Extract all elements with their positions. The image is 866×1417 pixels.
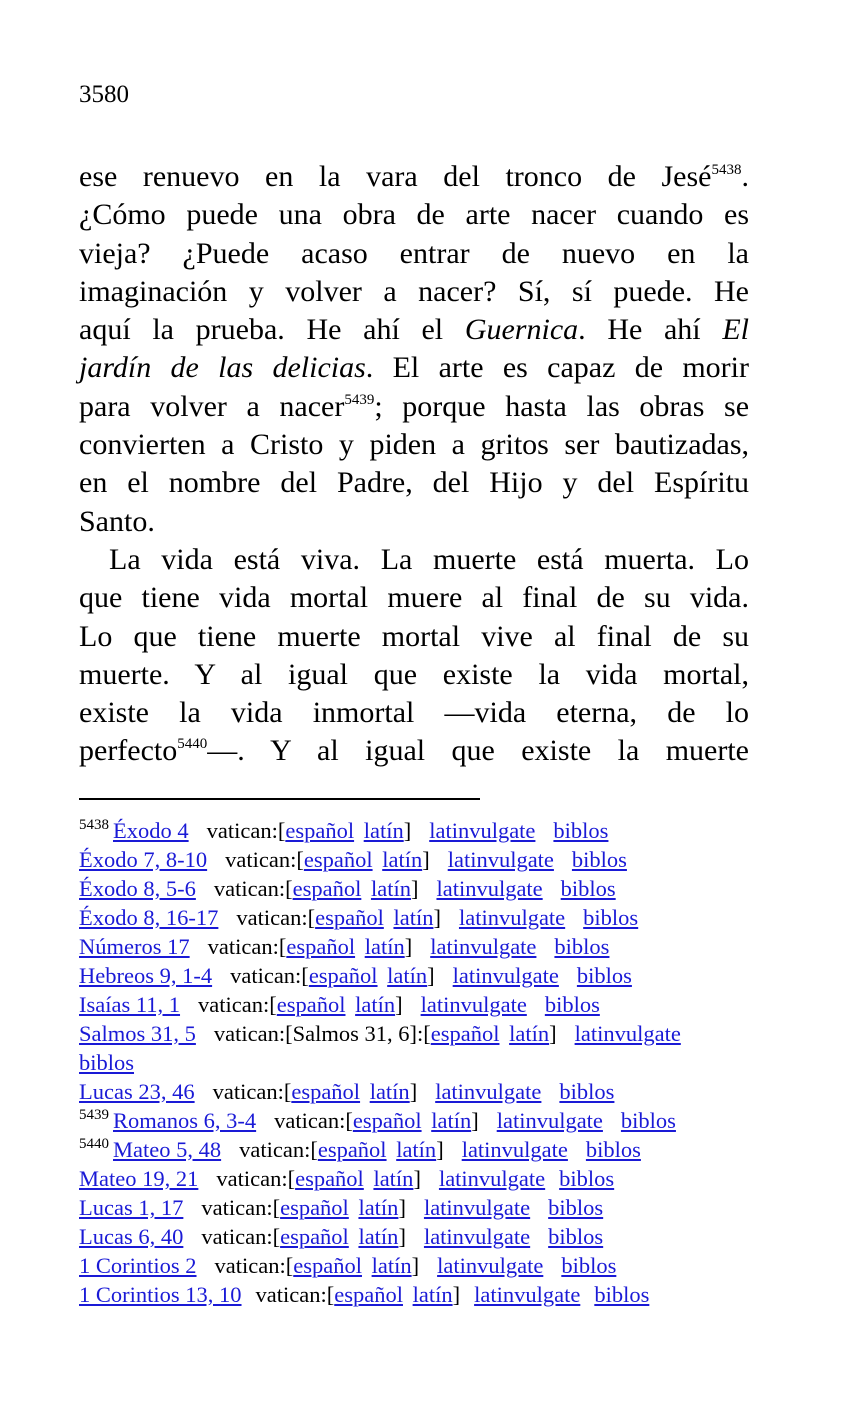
footnote-line	[79, 961, 769, 990]
text-line: muerte. Y al igual que existe la vida mortal,	[79, 657, 749, 691]
bracket: ]	[398, 1224, 406, 1249]
footnote-separator	[79, 798, 480, 800]
bible-ref-link[interactable]: Isaías 11, 1	[79, 992, 181, 1017]
espanol-link[interactable]: español	[280, 1224, 349, 1249]
bible-ref-link[interactable]: Mateo 5, 48	[113, 1137, 222, 1162]
text-span: para volver a nacer	[79, 389, 345, 423]
biblos-link[interactable]: biblos	[548, 1195, 604, 1220]
latinvulgate-link[interactable]: latinvulgate	[452, 963, 559, 988]
footnote-line	[79, 932, 769, 961]
footnote-line	[79, 990, 769, 1019]
bracket: ]	[433, 905, 441, 930]
text-line	[79, 388, 749, 426]
espanol-link[interactable]: español	[352, 1108, 422, 1133]
bible-ref-link[interactable]: Éxodo 4	[113, 818, 189, 843]
footnote-number: 5440	[79, 1136, 109, 1152]
biblos-link[interactable]: biblos	[560, 876, 616, 901]
latinvulgate-link[interactable]: latinvulgate	[438, 1166, 546, 1191]
text-line: imaginación y volver a nacer? Sí, sí puede. He	[79, 274, 749, 308]
text-line: convierten a Cristo y piden a gritos ser bautizadas,	[79, 428, 749, 462]
biblos-link[interactable]: biblos	[576, 963, 632, 988]
bracket: ]	[398, 1195, 406, 1220]
text-span: . El arte es capaz de morir	[365, 351, 749, 385]
title-guernica: Guernica	[464, 313, 579, 347]
latinvulgate-link[interactable]: latinvulgate	[420, 992, 527, 1017]
footnotes	[79, 816, 769, 1309]
text-line: existe la vida inmortal —vida eterna, de lo	[79, 696, 749, 730]
espanol-link[interactable]: español	[285, 818, 355, 843]
text-line	[79, 311, 749, 349]
bracket: ]	[427, 963, 435, 988]
vatican-label: vatican:[	[214, 1253, 294, 1278]
footnote-line	[79, 1019, 769, 1048]
bracket: ]	[403, 818, 412, 843]
espanol-link[interactable]: español	[292, 876, 362, 901]
text-line: vieja? ¿Puede acaso entrar de nuevo en la	[79, 236, 749, 270]
vatican-label: vatican:[	[239, 1137, 318, 1162]
footnote-number: 5439	[79, 1107, 109, 1123]
bracket: ]	[452, 1282, 461, 1307]
alt-ref: Salmos 31, 6]:[	[292, 1021, 431, 1046]
espanol-link[interactable]: español	[317, 1137, 387, 1162]
latinvulgate-link[interactable]: latinvulgate	[430, 934, 537, 959]
footnote-line	[79, 1222, 769, 1251]
biblos-link[interactable]: biblos	[544, 992, 600, 1017]
latin-link[interactable]: latín	[370, 876, 411, 901]
espanol-link[interactable]: español	[293, 1253, 362, 1278]
vatican-label: vatican:[	[212, 1079, 292, 1104]
biblos-link[interactable]: biblos	[620, 1108, 676, 1133]
vatican-label: vatican:[	[225, 847, 304, 872]
latin-link[interactable]: latín	[364, 934, 405, 959]
biblos-link[interactable]: biblos	[554, 934, 610, 959]
text-span: . He ahí	[578, 313, 723, 347]
bible-ref-link[interactable]: Éxodo 8, 16-17	[79, 905, 219, 930]
latinvulgate-link[interactable]: latinvulgate	[447, 847, 554, 872]
bracket: ]	[413, 1166, 421, 1191]
latin-link[interactable]: latín	[369, 1079, 410, 1104]
biblos-link[interactable]: biblos	[594, 1282, 650, 1307]
latinvulgate-link[interactable]: latinvulgate	[423, 1195, 531, 1220]
bible-ref-link[interactable]: Números 17	[79, 934, 190, 959]
espanol-link[interactable]: español	[315, 905, 384, 930]
bible-ref-link[interactable]: Lucas 6, 40	[79, 1224, 184, 1249]
espanol-link[interactable]: español	[276, 992, 346, 1017]
bible-ref-link[interactable]: Romanos 6, 3-4	[113, 1108, 257, 1133]
espanol-link[interactable]: español	[295, 1166, 364, 1191]
latinvulgate-link[interactable]: latinvulgate	[496, 1108, 603, 1133]
vatican-label: vatican:[	[201, 1195, 281, 1220]
vatican-label: vatican:[	[207, 934, 287, 959]
espanol-link[interactable]: español	[303, 847, 373, 872]
biblos-link[interactable]: biblos	[561, 1253, 617, 1278]
bible-ref-link[interactable]: Éxodo 7, 8-10	[79, 847, 208, 872]
bracket: ]	[410, 876, 419, 901]
text-span: —. Y al igual que existe la muerte	[207, 734, 749, 768]
bible-ref-link[interactable]: Mateo 19, 21	[79, 1166, 199, 1191]
latin-link[interactable]: latín	[355, 992, 396, 1017]
text-span: ese renuevo en la vara del tronco de Jesé	[79, 160, 712, 193]
bible-ref-link[interactable]: 1 Corintios 2	[79, 1253, 197, 1278]
espanol-link[interactable]: español	[286, 934, 356, 959]
biblos-link[interactable]: biblos	[583, 905, 639, 930]
text-line: que tiene vida mortal muere al final de su vida.	[79, 581, 749, 615]
latinvulgate-link[interactable]: latinvulgate	[423, 1224, 531, 1249]
footnote-line	[79, 1135, 769, 1164]
bible-ref-link[interactable]: Salmos 31, 5	[79, 1021, 196, 1046]
footnote-line	[79, 1193, 769, 1222]
bracket: ]	[409, 1079, 418, 1104]
text-span: .	[741, 160, 749, 193]
title-jardin-start: El	[722, 313, 750, 347]
footnote-line	[79, 874, 769, 903]
footnote-line	[79, 903, 769, 932]
vatican-label: vatican:[	[274, 1108, 353, 1133]
bible-ref-link[interactable]: Lucas 23, 46	[79, 1079, 195, 1104]
espanol-link[interactable]: español	[430, 1021, 500, 1046]
latin-link[interactable]: latín	[382, 847, 423, 872]
biblos-link[interactable]: biblos	[559, 1079, 615, 1104]
bible-ref-link[interactable]: Hebreos 9, 1-4	[79, 963, 213, 988]
bible-ref-link[interactable]: Lucas 1, 17	[79, 1195, 184, 1220]
bible-ref-link[interactable]: Éxodo 8, 5-6	[79, 876, 196, 901]
vatican-label: vatican:[	[206, 818, 286, 843]
main-text	[79, 158, 749, 771]
latin-link[interactable]: latín	[363, 818, 404, 843]
biblos-link[interactable]: biblos	[571, 847, 627, 872]
text-span: perfecto	[79, 734, 178, 768]
latinvulgate-link[interactable]: latinvulgate	[574, 1021, 681, 1046]
bracket: ]	[436, 1137, 444, 1162]
vatican-label: vatican:[	[255, 1282, 335, 1307]
espanol-link[interactable]: español	[334, 1282, 403, 1307]
bracket: ]	[404, 934, 413, 959]
text-line: La vida está viva. La muerte está muerta. Lo	[109, 542, 749, 576]
text-line: Lo que tiene muerte mortal vive al final de su	[79, 619, 749, 653]
biblos-link[interactable]: biblos	[79, 1050, 135, 1075]
text-span: ; porque hasta las obras se	[374, 389, 750, 423]
latin-link[interactable]: latín	[393, 905, 434, 930]
bracket: ]	[411, 1253, 420, 1278]
footnote-number: 5438	[79, 817, 109, 833]
latin-link[interactable]: latín	[387, 963, 428, 988]
latin-link[interactable]: latín	[431, 1108, 472, 1133]
latinvulgate-link[interactable]: latinvulgate	[461, 1137, 568, 1162]
latinvulgate-link[interactable]: latinvulgate	[436, 876, 543, 901]
text-line: en el nombre del Padre, del Hijo y del Espíritu	[79, 466, 749, 500]
page-number: 3580	[79, 81, 129, 108]
latinvulgate-link[interactable]: latinvulgate	[429, 818, 536, 843]
latin-link[interactable]: latín	[373, 1166, 414, 1191]
footnote-line	[79, 845, 769, 874]
latin-link[interactable]: latín	[358, 1224, 399, 1249]
latin-link[interactable]: latín	[509, 1021, 550, 1046]
bracket: ]	[422, 847, 430, 872]
text-line	[79, 158, 749, 196]
bracket: ]	[549, 1021, 557, 1046]
biblos-link[interactable]: biblos	[585, 1137, 641, 1162]
footnote-line	[79, 816, 769, 845]
footnote-ref-5440[interactable]: 5440	[177, 736, 208, 753]
biblos-link[interactable]: biblos	[553, 818, 609, 843]
text-line: Santo.	[79, 504, 155, 538]
vatican-label: vatican:[	[201, 1224, 281, 1249]
vatican-label: vatican:[	[198, 992, 277, 1017]
latinvulgate-link[interactable]: latinvulgate	[474, 1282, 581, 1307]
footnote-ref-5439[interactable]: 5439	[344, 391, 375, 408]
text-line	[79, 732, 749, 770]
bracket: ]	[395, 992, 403, 1017]
text-line: ¿Cómo puede una obra de arte nacer cuando es	[79, 198, 749, 232]
footnote-line	[79, 1077, 769, 1106]
footnote-line	[79, 1164, 769, 1193]
footnote-line	[79, 1048, 769, 1077]
text-line	[79, 349, 749, 387]
biblos-link[interactable]: biblos	[548, 1224, 604, 1249]
footnote-line	[79, 1280, 769, 1309]
latin-link[interactable]: latín	[371, 1253, 412, 1278]
latin-link[interactable]: latín	[358, 1195, 399, 1220]
vatican-label: vatican:[	[236, 905, 316, 930]
vatican-label: vatican:[	[216, 1166, 296, 1191]
biblos-link[interactable]: biblos	[559, 1166, 615, 1191]
latin-link[interactable]: latín	[396, 1137, 437, 1162]
bracket: ]	[471, 1108, 479, 1133]
footnote-ref-5438[interactable]: 5438	[711, 162, 742, 178]
latinvulgate-link[interactable]: latinvulgate	[458, 905, 566, 930]
espanol-link[interactable]: español	[291, 1079, 361, 1104]
bible-ref-link[interactable]: 1 Corintios 13, 10	[79, 1282, 242, 1307]
vatican-label: vatican:[	[213, 1021, 293, 1046]
title-jardin: jardín de las delicias	[79, 351, 366, 385]
text-span: aquí la prueba. He ahí el	[79, 313, 465, 347]
latinvulgate-link[interactable]: latinvulgate	[437, 1253, 544, 1278]
footnote-line	[79, 1251, 769, 1280]
vatican-label: vatican:[	[213, 876, 293, 901]
latinvulgate-link[interactable]: latinvulgate	[435, 1079, 542, 1104]
espanol-link[interactable]: español	[280, 1195, 349, 1220]
espanol-link[interactable]: español	[308, 963, 378, 988]
footnote-line	[79, 1106, 769, 1135]
vatican-label: vatican:[	[230, 963, 309, 988]
latin-link[interactable]: latín	[412, 1282, 453, 1307]
